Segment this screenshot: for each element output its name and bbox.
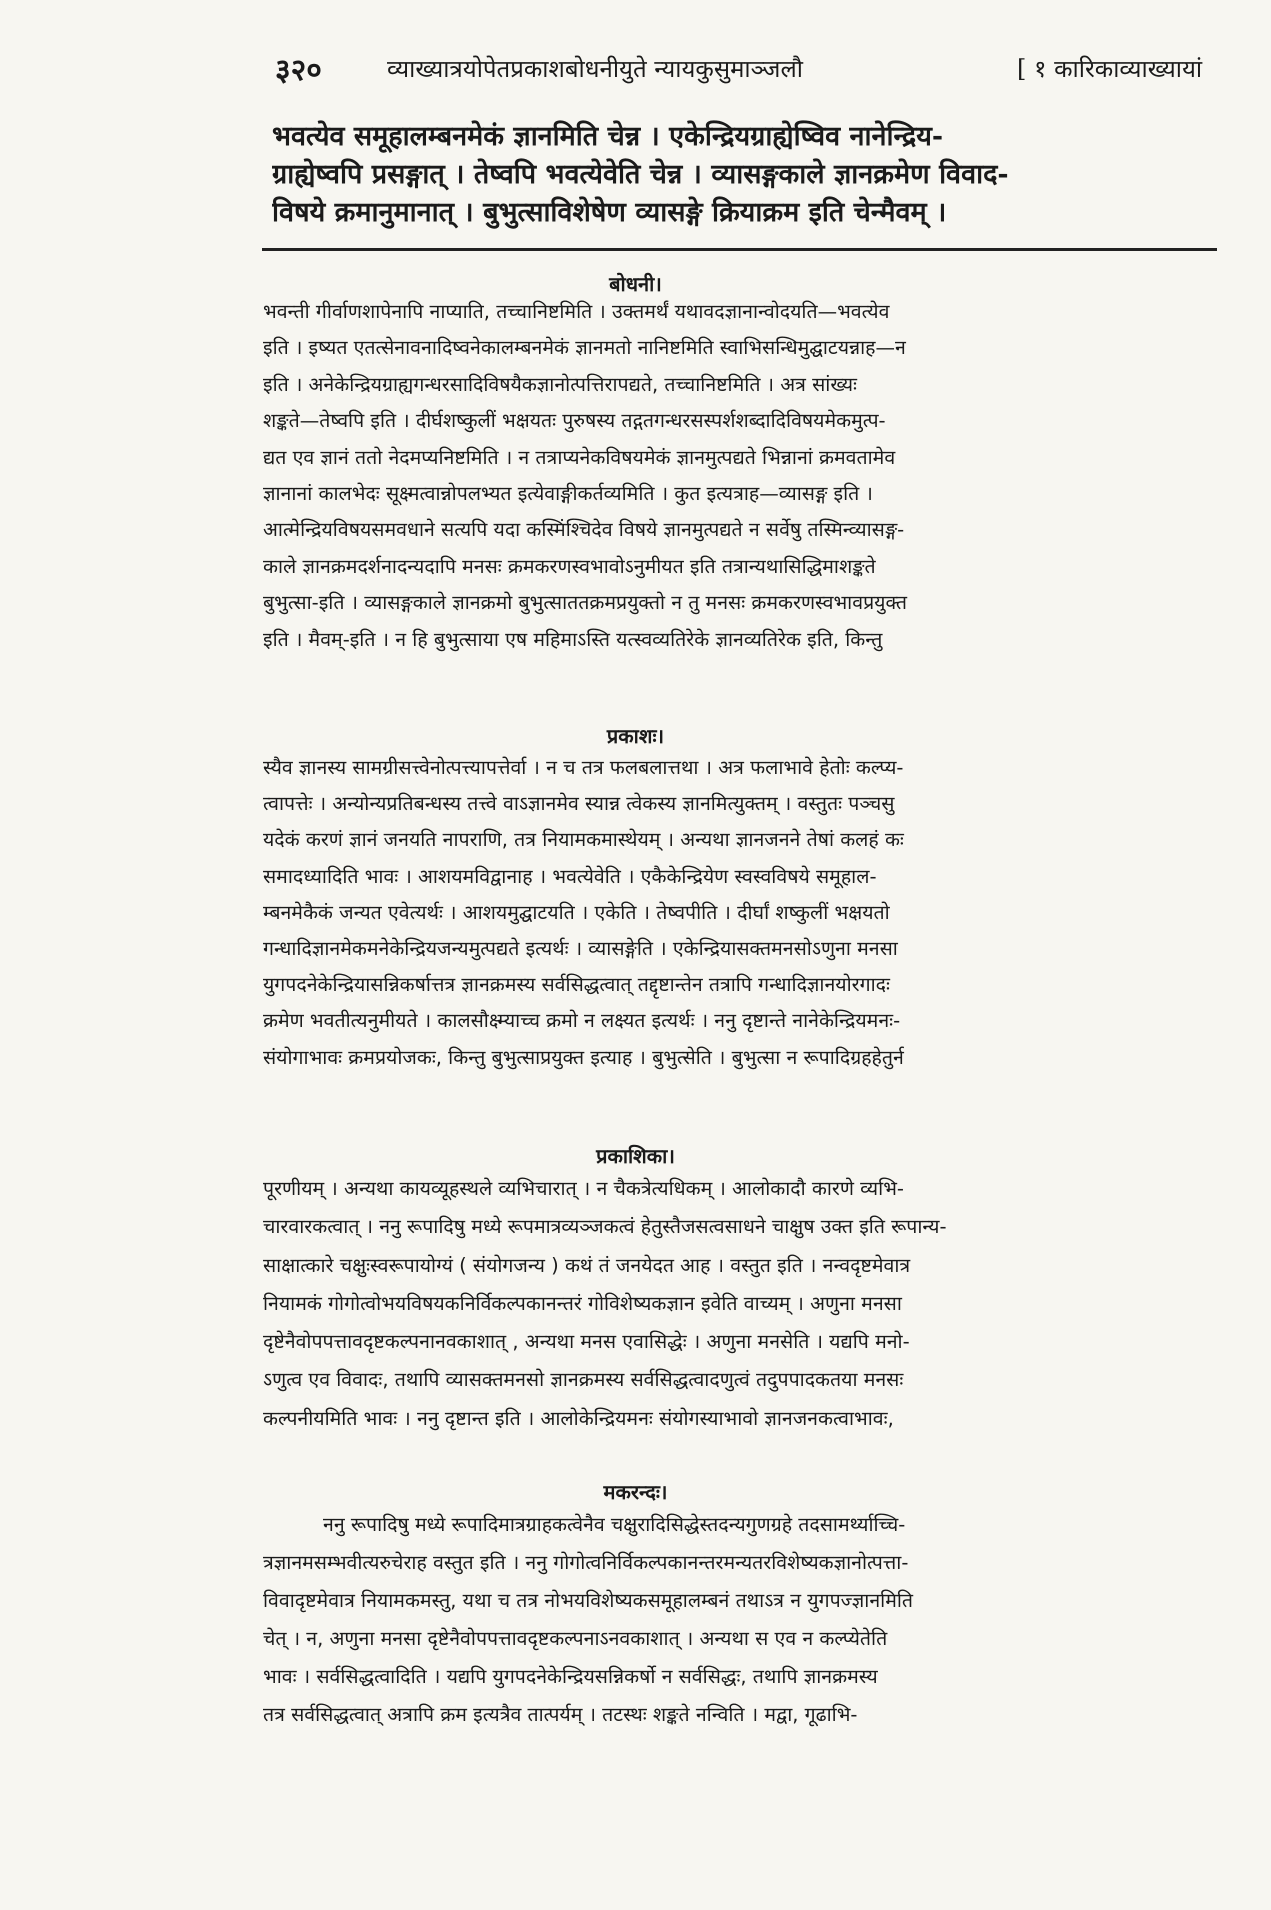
prakashika-commentary bbox=[263, 1170, 1215, 1438]
prakashika-heading: प्रकाशिका। bbox=[596, 1144, 675, 1168]
makaranda-heading: मकरन्दः। bbox=[603, 1480, 668, 1504]
text-line: शङ्कते—तेष्वपि इति । दीर्घशष्कुलीं भक्षयतः पुरुषस्य तद्गतगन्धरसस्पर्शशब्दादिविषयमेकमुत्प- bbox=[263, 409, 886, 433]
bodhani-commentary bbox=[263, 294, 1215, 658]
text-line: त्रज्ञानमसम्भवीत्यरुचेराह वस्तुत इति । ननु गोगोत्वनिर्विकल्पकानन्तरमन्यतरविशेष्यकज्ञानोत्पत्ता- bbox=[263, 1551, 909, 1574]
text-line: काले ज्ञानक्रमदर्शनादन्यदापि मनसः क्रमकरणस्वभावोऽनुमीयत इति तत्रान्यथासिद्धिमाशङ्कते bbox=[263, 554, 876, 578]
divider-rule bbox=[262, 248, 1217, 251]
text-line: यदेकं करणं ज्ञानं जनयति नापराणि, तत्र नियामकमास्थेयम् । अन्यथा ज्ञानजनने तेषां कलहं कः bbox=[263, 828, 904, 852]
text-line: ग्राह्येष्वपि प्रसङ्गात् । तेष्वपि भवत्येवेति चेन्न । व्यासङ्गकाले ज्ञानक्रमेण विवाद- bbox=[272, 159, 1009, 190]
text-line: बुभुत्सा-इति । व्यासङ्गकाले ज्ञानक्रमो बुभुत्साततक्रमप्रयुक्तो न तु मनसः क्रमकरणस्वभावप्रयुक्त bbox=[263, 591, 908, 615]
text-line: समादध्यादिति भावः । आशयमविद्वानाह । भवत्येवेति । एकैकेन्द्रियेण स्वस्वविषये समूहाल- bbox=[263, 864, 877, 888]
text-line: इति । इष्यत एतत्सेनावनादिष्वनेकालम्बनमेकं ज्ञानमतो नानिष्टमिति स्वाभिसन्धिमुद्घाटयन्नाह—न bbox=[263, 336, 906, 360]
text-line: विषये क्रमानुमानात् । बुभुत्साविशेषेण व्यासङ्गे क्रियाक्रम इति चेन्मैवम् । bbox=[272, 197, 947, 228]
text-line: म्बनमेकैकं जन्यत एवेत्यर्थः । आशयमुद्घाटयति । एकेति । तेष्वपीति । दीर्घां शष्कुलीं भक्षयतो bbox=[263, 900, 890, 924]
text-line: स्यैव ज्ञानस्य सामग्रीसत्त्वेनोत्पत्त्यापत्तेर्वा । न च तत्र फलबलात्तथा । अत्र फलाभावे हेतोः कल्प्य- bbox=[263, 756, 904, 779]
text-line: पूरणीयम् । अन्यथा कायव्यूहस्थले व्यभिचारात् । न चैकत्रेत्यधिकम् । आलोकादौ कारणे व्यभि- bbox=[263, 1177, 904, 1200]
text-line: ज्ञानानां कालभेदः सूक्ष्मत्वान्नोपलभ्यत इत्येवाङ्गीकर्तव्यमिति । कुत इत्यत्राह—व्यासङ्ग इति । bbox=[263, 482, 873, 506]
text-line: चारवारकत्वात् । ननु रूपादिषु मध्ये रूपमात्रव्यञ्जकत्वं हेतुस्तैजसत्वसाधने चाक्षुष उक्त इति रूपान्य- bbox=[263, 1215, 947, 1239]
prakasha-heading: प्रकाशः। bbox=[606, 724, 665, 748]
text-line: भवन्ती गीर्वाणशापेनापि नाप्याति, तच्चानिष्टमिति । उक्तमर्थं यथावदज्ञानान्वोदयति—भवत्येव bbox=[263, 300, 890, 323]
text-line: आत्मेन्द्रियविषयसमवधाने सत्यपि यदा कस्मिंश्चिदेव विषये ज्ञानमुत्पद्यते न सर्वेषु तस्मिन्व्यासङ्ग- bbox=[263, 518, 905, 542]
text-line: क्रमेण भवतीत्यनुमीयते । कालसौक्ष्म्याच्च क्रमो न लक्ष्यत इत्यर्थः । ननु दृष्टान्ते नानेकेन्द्रियमनः- bbox=[263, 1009, 901, 1033]
mula-text bbox=[272, 118, 1220, 232]
text-line: भवत्येव समूहालम्बनमेकं ज्ञानमिति चेन्न । एकेन्द्रियग्राह्येष्विव नानेन्द्रिय- bbox=[272, 121, 944, 152]
text-line: युगपदनेकेन्द्रियासन्निकर्षात्तत्र ज्ञानक्रमस्य सर्वसिद्धत्वात् तद्दृष्टान्तेन तत्रापि गन्धादिज्ञानयोरगादः bbox=[263, 973, 890, 997]
text-line: ऽणुत्व एव विवादः, तथापि व्यासक्तमनसो ज्ञानक्रमस्य सर्वसिद्धत्वादणुत्वं तदुपपादकतया मनसः bbox=[263, 1368, 904, 1392]
text-line: साक्षात्कारे चक्षुःस्वरूपायोग्यं ( संयोगजन्य ) कथं तं जनयेदत आह । वस्तुत इति । नन्वदृष्टमेवात्र bbox=[263, 1253, 911, 1277]
prakasha-commentary bbox=[263, 750, 1215, 1076]
text-line: गन्धादिज्ञानमेकमनेकेन्द्रियजन्यमुत्पद्यते इत्यर्थः । व्यासङ्गेति । एकेन्द्रियासक्तमनसोऽणुना मनसा bbox=[263, 937, 898, 961]
text-line: कल्पनीयमिति भावः । ननु दृष्टान्त इति । आलोकेन्द्रियमनः संयोगस्याभावो ज्ञानजनकत्वाभावः, bbox=[263, 1406, 894, 1430]
text-line: त्वापत्तेः । अन्योन्यप्रतिबन्धस्य तत्त्वे वाऽज्ञानमेव स्यान्न त्वेकस्य ज्ञानमित्युक्तम् । वस्तुतः पञ्चसु bbox=[263, 792, 895, 816]
text-line: संयोगाभावः क्रमप्रयोजकः, किन्तु बुभुत्साप्रयुक्त इत्याह । बुभुत्सेति । बुभुत्सा न रूपादिग्रहहेतुर्न bbox=[263, 1045, 904, 1069]
text-line: दृष्टेनैवोपपत्तावदृष्टकल्पनानवकाशात् , अन्यथा मनस एवासिद्धेः । अणुना मनसेति । यद्यपि मनो- bbox=[263, 1330, 910, 1354]
text-line: द्यत एव ज्ञानं ततो नेदमप्यनिष्टमिति । न तत्राप्यनेकविषयमेकं ज्ञानमुत्पद्यते भिन्नानां क्रमवतामेव bbox=[263, 445, 896, 469]
text-line: तत्र सर्वसिद्धत्वात् अत्रापि क्रम इत्यत्रैव तात्पर्यम् । तटस्थः शङ्कते नन्विति । मद्वा, गूढाभि- bbox=[263, 1703, 858, 1726]
running-title: व्याख्यात्रयोपेतप्रकाशबोधनीयुते न्यायकुसुमाञ्जलौ bbox=[387, 55, 803, 83]
bodhani-heading: बोधनी। bbox=[609, 272, 662, 296]
page-header bbox=[275, 42, 1215, 86]
page-number: ३२० bbox=[275, 53, 322, 86]
text-line: चेत् । न, अणुना मनसा दृष्टेनैवोपपत्तावदृष्टकल्पनाऽनवकाशात् । अन्यथा स एव न कल्प्येतेति bbox=[263, 1627, 888, 1650]
text-line: भावः । सर्वसिद्धत्वादिति । यद्यपि युगपदनेकेन्द्रियसन्निकर्षो न सर्वसिद्धः, तथापि ज्ञानक्रमस्य bbox=[263, 1665, 878, 1688]
text-line: इति । मैवम्-इति । न हि बुभुत्साया एष महिमाऽस्ति यत्स्वव्यतिरेके ज्ञानव्यतिरेक इति, किन्तु bbox=[263, 627, 883, 651]
section-label: [ १ कारिकाव्याख्यायां bbox=[1017, 55, 1203, 83]
text-line: ननु रूपादिषु मध्ये रूपादिमात्रग्राहकत्वेनैव चक्षुरादिसिद्धेस्तदन्यगुणग्रहे तदसामर्थ्याच्चि- bbox=[323, 1513, 906, 1536]
text-line: विवादृष्टमेवात्र नियामकमस्तु, यथा च तत्र नोभयविशेष्यकसमूहालम्बनं तथाऽत्र न युगपज्ज्ञानमिति bbox=[263, 1589, 914, 1612]
text-line: नियामकं गोगोत्वोभयविषयकनिर्विकल्पकानन्तरं गोविशेष्यकज्ञान इवेति वाच्यम् । अणुना मनसा bbox=[263, 1291, 902, 1315]
makaranda-commentary bbox=[263, 1506, 1215, 1734]
text-line: इति । अनेकेन्द्रियग्राह्यगन्धरसादिविषयैकज्ञानोत्पत्तिरापद्यते, तच्चानिष्टमिति । अत्र सांख्यः bbox=[263, 372, 857, 396]
